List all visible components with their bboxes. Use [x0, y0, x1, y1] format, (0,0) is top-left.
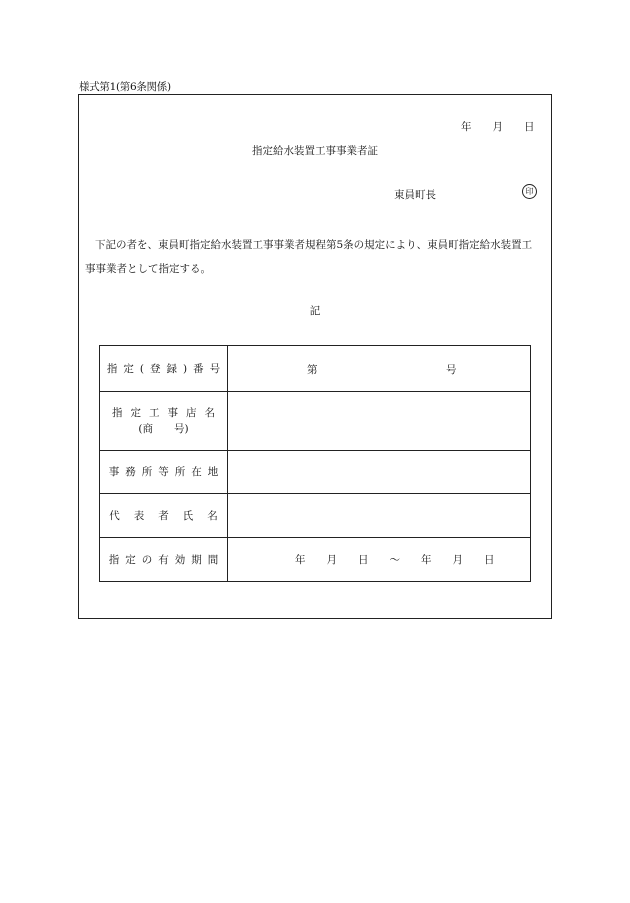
validity-period-value: 年 月 日 〜 年 月 日 [228, 538, 531, 582]
registration-number-label: 指定(登録)番号 [100, 346, 228, 392]
table-row-shop-name [100, 392, 531, 451]
registration-number-dai: 第 [307, 364, 318, 376]
certificate-body-text: 下記の者を、東員町指定給水装置工事事業者規程第5条の規定により、東員町指定給水装置工事事業者として指定する。 [85, 239, 533, 275]
table-row-office-address [100, 451, 531, 494]
certificate-title: 指定給水装置工事事業者証 [252, 145, 378, 157]
table-row-registration-number [100, 346, 531, 392]
form-number-label: 様式第1(第6条関係) [79, 81, 171, 93]
issue-date: 年 月 日 [461, 121, 535, 133]
office-address-value [228, 451, 531, 494]
shop-name-value [228, 392, 531, 451]
registration-number-go: 号 [446, 364, 457, 376]
shop-name-sublabel: (商 号) [138, 423, 189, 435]
table-row-validity-period [100, 538, 531, 582]
shop-name-label: 指定工事店名 (商 号) [100, 392, 228, 451]
issuer-name: 東員町長 [394, 189, 436, 201]
representative-label: 代表者氏名 [100, 494, 228, 538]
registration-number-value [228, 346, 531, 392]
ki-heading: 記 [309, 305, 321, 317]
validity-period-label: 指定の有効期間 [100, 538, 228, 582]
office-address-label: 事務所等所在地 [100, 451, 228, 494]
representative-value [228, 494, 531, 538]
certificate-info-table [99, 345, 531, 582]
table-row-representative [100, 494, 531, 538]
seal-icon: 印 [522, 184, 537, 199]
